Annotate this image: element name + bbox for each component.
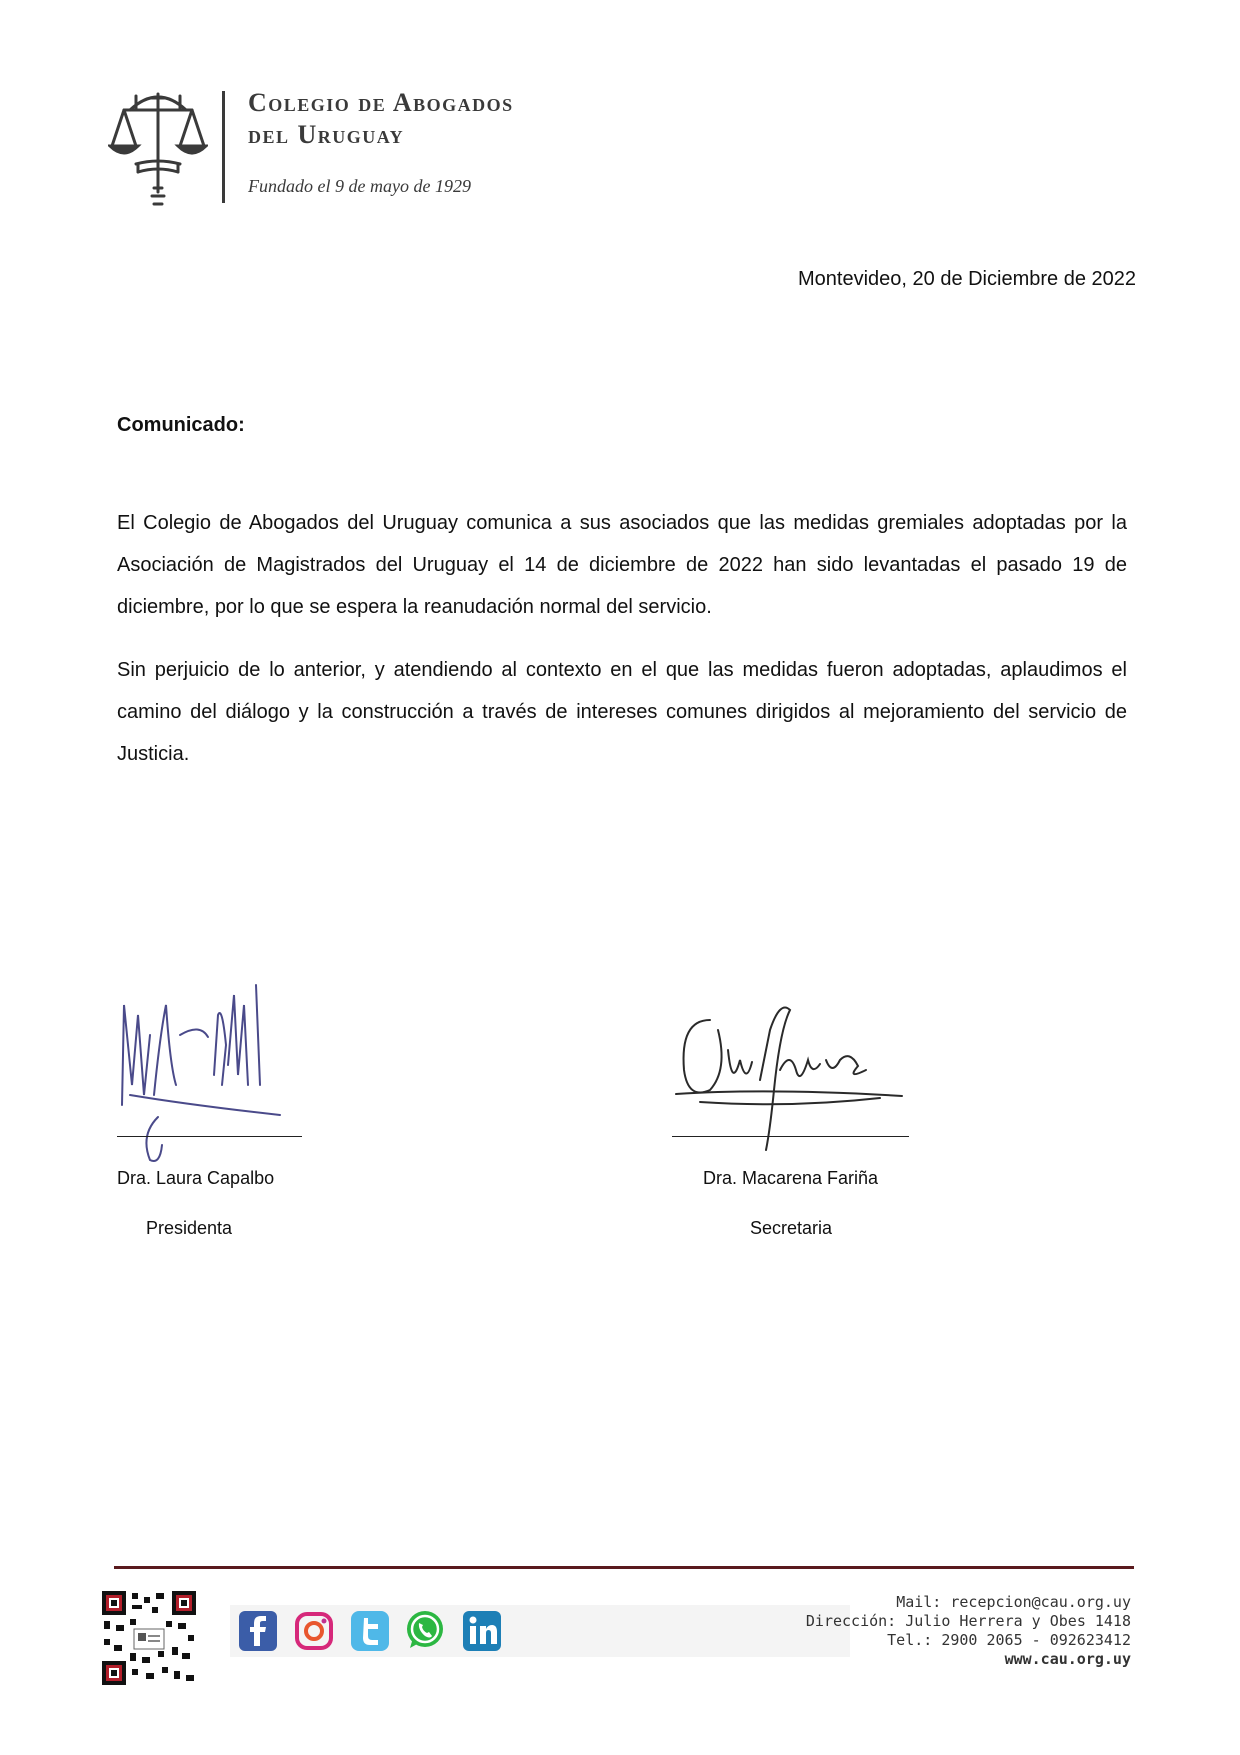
body-paragraph-2: Sin perjuicio de lo anterior, y atendiendo al contexto en el que las medidas fueron adoptadas, aplaudimos el camino del diálogo y la construcción a través de intereses comunes dirigidos al mejoramiento del servicio de Justicia. [117,659,1127,765]
signature-right [670,990,910,1160]
body-paragraph-1: El Colegio de Abogados del Uruguay comunica a sus asociados que las medidas gremiales adoptadas por la Asociación de Magistrados del Uruguay el 14 de diciembre de 2022 han sido levantadas el pasado 19 de diciembre, por lo que se espera la reanudación normal del servicio. [117,512,1127,618]
contact-mail: Mail: recepcion@cau.org.uy [896,1593,1131,1611]
signature-line-left [117,1136,302,1137]
contact-phone: Tel.: 2900 2065 - 092623412 [887,1631,1131,1649]
signatory-role-right: Secretaria [750,1218,833,1238]
qr-code-icon [102,1591,196,1685]
founded-tagline: Fundado el 9 de mayo de 1929 [248,176,471,196]
scales-of-justice-icon [108,88,208,208]
contact-address: Dirección: Julio Herrera y Obes 1418 [805,1612,1131,1630]
twitter-icon[interactable] [350,1610,390,1652]
org-name-line1: Colegio de Abogados [248,88,514,117]
contact-block [806,1593,1131,1669]
org-name-line2: del Uruguay [248,120,405,149]
date-line: Montevideo, 20 de Diciembre de 2022 [798,268,1136,290]
logo-divider [222,91,225,203]
signatory-name-right: Dra. Macarena Fariña [703,1168,879,1188]
instagram-icon[interactable] [294,1610,334,1652]
signatory-role-left: Presidenta [146,1218,233,1238]
signature-line-right [672,1136,909,1137]
contact-website: www.cau.org.uy [1004,1650,1131,1668]
linkedin-icon[interactable] [462,1610,502,1652]
whatsapp-icon[interactable] [404,1610,444,1652]
signature-left [110,975,320,1175]
footer-rule [114,1566,1134,1569]
signatory-name-left: Dra. Laura Capalbo [117,1168,275,1188]
communique-heading: Comunicado: [117,414,245,436]
facebook-icon[interactable] [238,1610,278,1652]
